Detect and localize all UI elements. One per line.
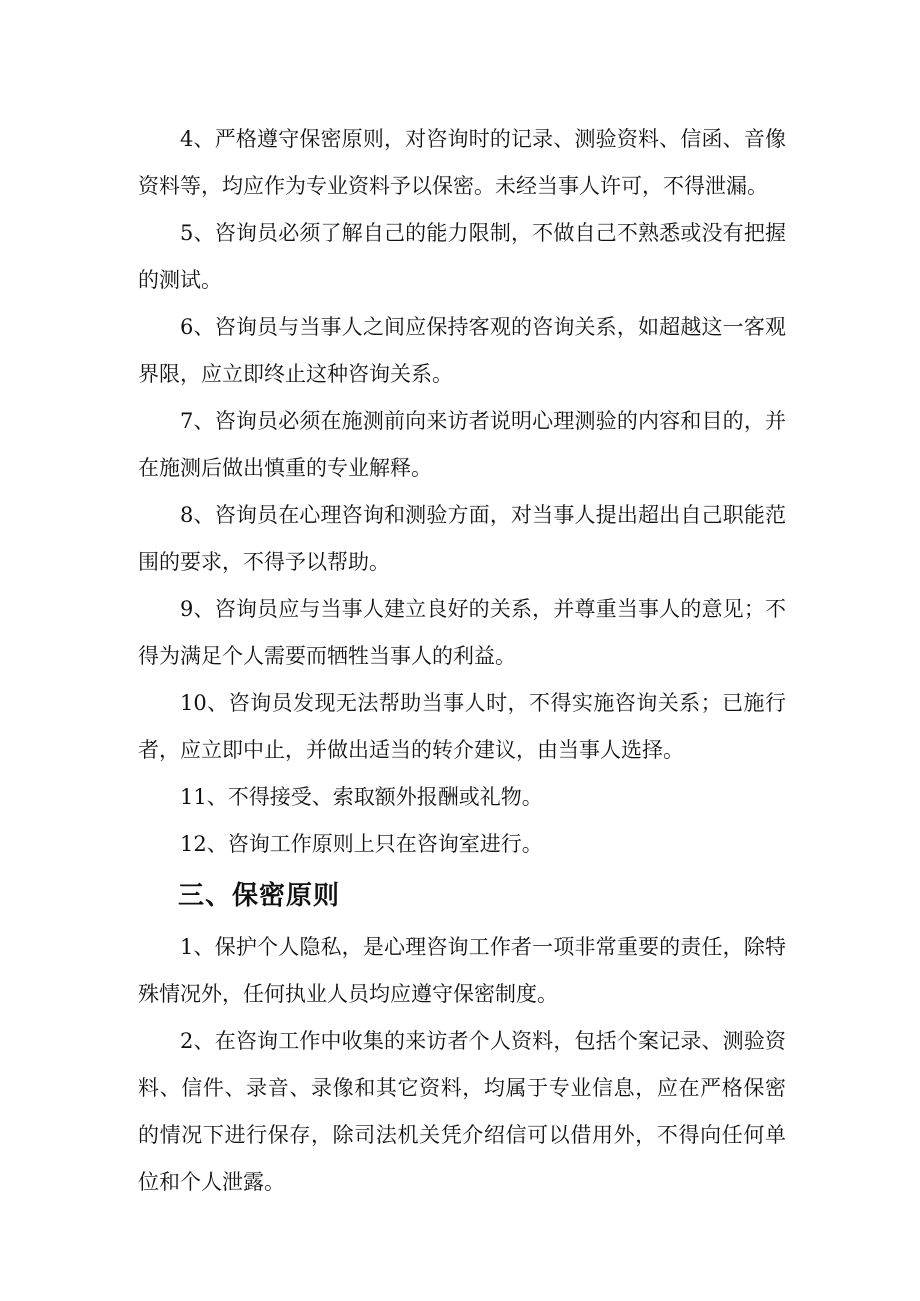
paragraph-item-5: 5、咨询员必须了解自己的能力限制，不做自己不熟悉或没有把握的测试。 <box>138 221 786 292</box>
paragraph-item-9: 9、咨询员应与当事人建立良好的关系，并尊重当事人的意见；不得为满足个人需要而牺牲当事人的利益。 <box>138 597 786 668</box>
paragraph-item-6: 6、咨询员与当事人之间应保持客观的咨询关系，如超越这一客观界限，应立即终止这种咨询关系。 <box>138 315 786 386</box>
paragraph-item-8: 8、咨询员在心理咨询和测验方面，对当事人提出超出自己职能范围的要求，不得予以帮助。 <box>138 503 786 574</box>
paragraph-item-7: 7、咨询员必须在施测前向来访者说明心理测验的内容和目的，并在施测后做出慎重的专业解释。 <box>138 409 786 480</box>
paragraph-item-12: 12、咨询工作原则上只在咨询室进行。 <box>180 832 543 856</box>
paragraph-item-4: 4、严格遵守保密原则，对咨询时的记录、测验资料、信函、音像资料等，均应作为专业资料予以保密。未经当事人许可，不得泄漏。 <box>138 127 786 198</box>
paragraph-item-11: 11、不得接受、索取额外报酬或礼物。 <box>180 785 543 809</box>
section-heading-confidentiality: 三、保密原则 <box>178 881 341 911</box>
document-body <box>138 116 786 1206</box>
confidentiality-item-2: 2、在咨询工作中收集的来访者个人资料，包括个案记录、测验资料、信件、录音、录像和其它资料，均属于专业信息，应在严格保密的情况下进行保存，除司法机关凭介绍信可以借用外，不得向任何单位和个人泄露。 <box>138 1029 786 1194</box>
paragraph-item-10: 10、咨询员发现无法帮助当事人时，不得实施咨询关系；已施行者，应立即中止，并做出适当的转介建议，由当事人选择。 <box>138 691 786 762</box>
confidentiality-item-1: 1、保护个人隐私，是心理咨询工作者一项非常重要的责任，除特殊情况外，任何执业人员均应遵守保密制度。 <box>138 935 786 1006</box>
